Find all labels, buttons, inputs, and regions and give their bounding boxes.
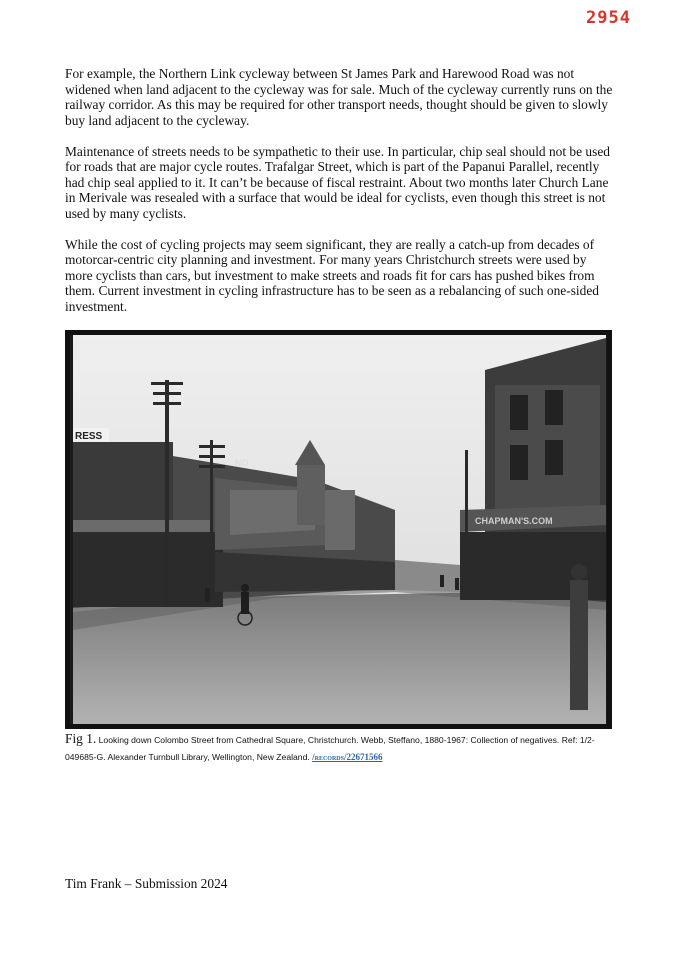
page-number: 2954 — [586, 8, 631, 28]
paragraph-northern-link: For example, the Northern Link cycleway between St James Park and Harewood Road was not widened when land adjacent to the cycleway was for sale. Much of the cycleway currently runs on the railway corridor. As this may be required for other transport needs, thought should be given to slowly buy land adjacent to the cycleway. — [65, 66, 613, 128]
photo-sign-no: NO — [235, 458, 249, 468]
footer-author: Tim Frank – Submission 2024 — [65, 876, 228, 891]
figure-caption-text: Looking down Colombo Street from Cathedral Square, Christchurch. Webb, Steffano, 1880-1967: Collection of negatives. Ref: 1/2-049685-G. Alexander Turnbull Library, Wellington, New Zealand. — [65, 735, 595, 762]
photo-sign-chapmans: CHAPMAN'S.COM — [475, 516, 553, 526]
record-link[interactable]: /records/22671566 — [312, 752, 383, 762]
paragraph-investment: While the cost of cycling projects may seem significant, they are really a catch-up from decades of motorcar-centric city planning and investment. For many years Christchurch streets were used by more cyclists than cars, but investment to make streets and roads fit for cars has pushed bikes from them. Current investment in cycling infrastructure has to be seen as a rebalancing of such one-sided investment. — [65, 236, 599, 314]
body-text — [65, 66, 613, 330]
historic-street-photo — [65, 330, 612, 729]
figure-caption — [65, 730, 625, 766]
colombo-street-photo-illustration — [65, 330, 612, 729]
paragraph-maintenance: Maintenance of streets needs to be sympathetic to their use. In particular, chip seal should not be used for roads that are major cycle routes. Trafalgar Street, which is part of the Papanui Parallel, recently had chip seal applied to it. It can’t be because of fiscal restraint. About two months later Church Lane in Merivale was resealed with a surface that would be ideal for cyclists, even though this street is not used by many cyclists. — [65, 143, 610, 221]
photo-sign-ress: RESS — [75, 431, 103, 442]
figure-label: Fig 1. — [65, 731, 97, 746]
